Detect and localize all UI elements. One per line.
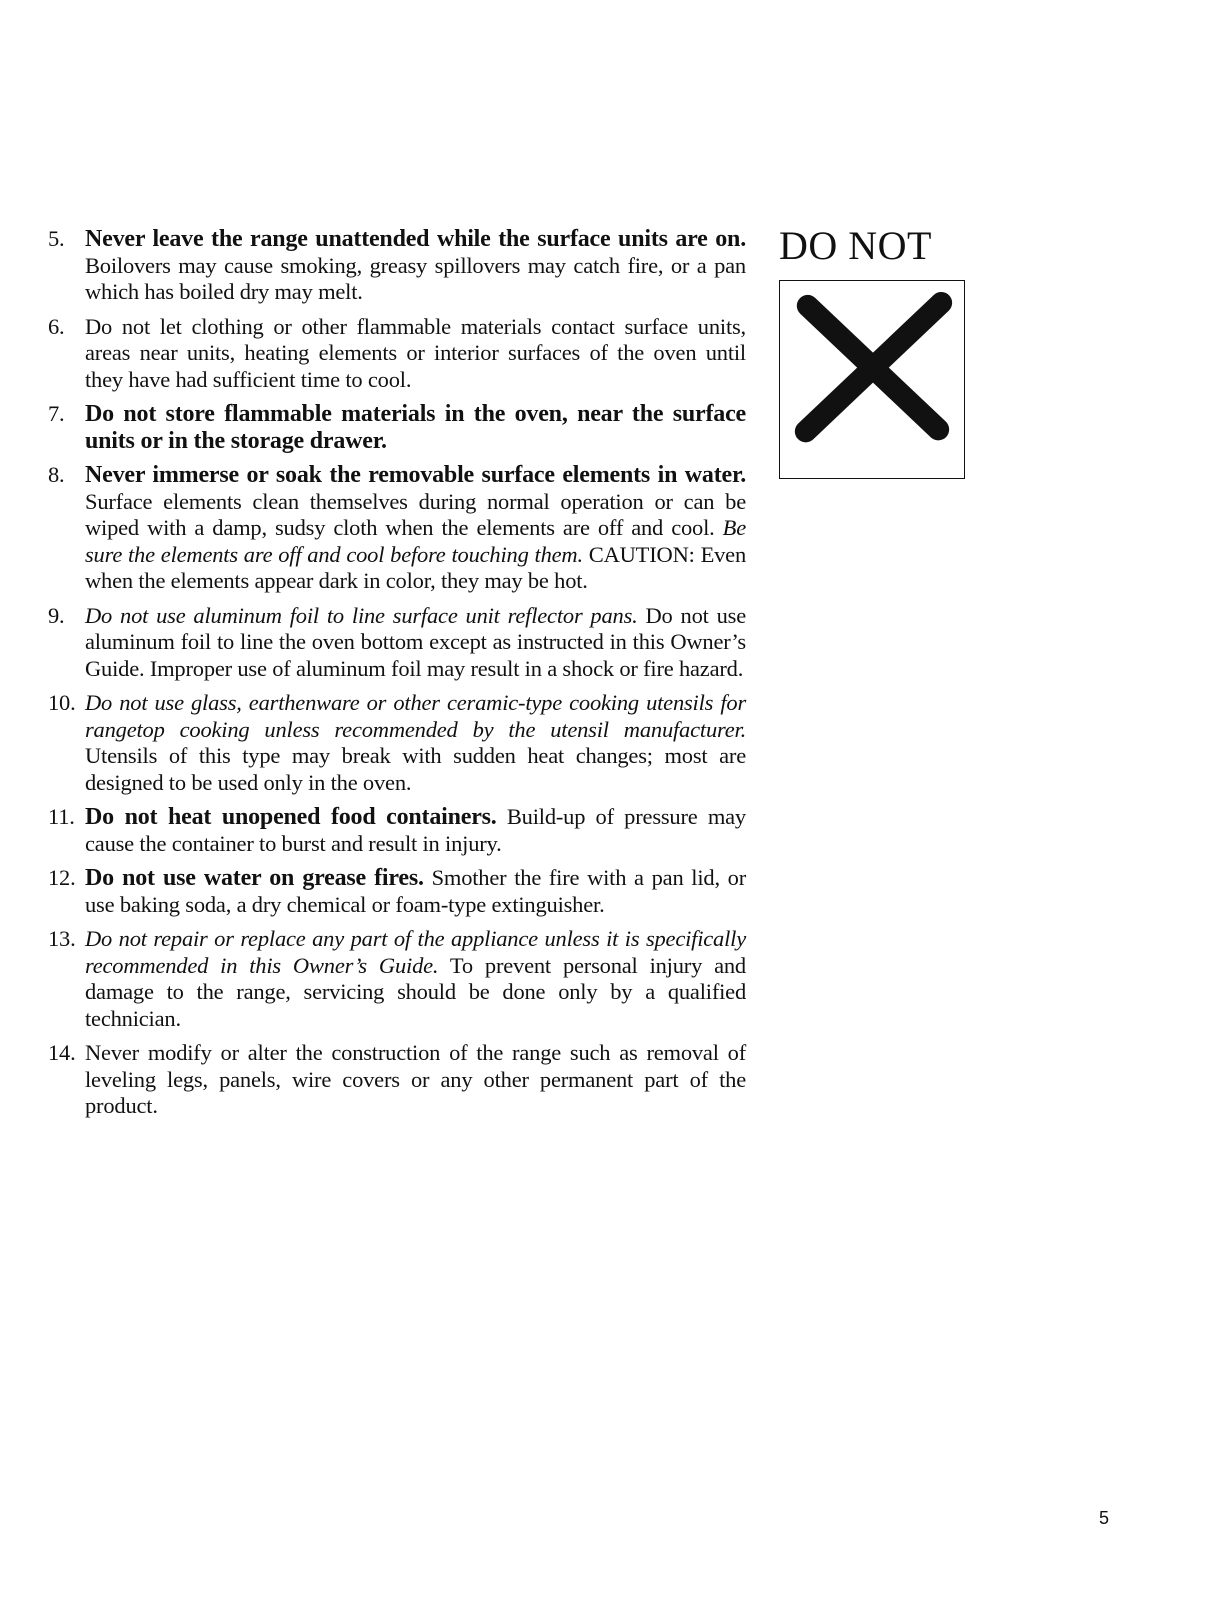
list-item [48, 804, 746, 857]
list-item [48, 603, 746, 683]
item-number: 13. [48, 926, 76, 951]
list-item [48, 314, 746, 394]
item-number: 10. [48, 690, 76, 715]
item-number: 8. [48, 462, 65, 487]
item-number: 11. [48, 804, 75, 829]
list-item [48, 865, 746, 918]
item-text: Never modify or alter the construction of the range such as removal of leveling legs, panels, wire covers or any other permanent part of the product. [85, 1040, 746, 1118]
item-text: Do not let clothing or other flammable materials contact surface units, areas near units, heating elements or interior surfaces of the oven until they have had sufficient time to cool. [85, 313, 746, 392]
item-number: 14. [48, 1040, 76, 1065]
item-number: 12. [48, 865, 76, 890]
list-item [48, 226, 746, 306]
item-emphasis: Be sure the elements are off and cool before touching them. [85, 515, 746, 567]
item-number: 9. [48, 602, 65, 628]
safety-list [48, 226, 746, 1128]
item-emphasis: Do not use aluminum foil to line surface unit reflector pans. [85, 602, 638, 628]
page-number: 5 [1099, 1508, 1110, 1528]
list-item [48, 1040, 746, 1120]
do-not-heading: DO NOT [779, 223, 932, 268]
list-item [48, 401, 746, 454]
item-lead: Do not use water on grease fires. [85, 865, 424, 891]
item-text: Utensils of this type may break with sudden heat changes; most are designed to be used only in the oven. [85, 743, 746, 795]
prohibited-x-icon [779, 280, 965, 479]
x-mark-graphic [780, 281, 964, 478]
item-text: Smother the fire with a pan lid, or use baking soda, a dry chemical or foam-type extinguisher. [85, 865, 746, 917]
item-text-continued: CAUTION: Even when the elements appear dark in color, they may be hot. [85, 541, 746, 593]
item-text: Surface elements clean themselves during normal operation or can be wiped with a damp, sudsy cloth when the elements are off and cool. [85, 488, 746, 540]
item-lead: Never immerse or soak the removable surface elements in water. [85, 462, 746, 488]
item-text: Build-up of pressure may cause the container to burst and result in injury. [85, 804, 746, 856]
item-text: Do not use aluminum foil to line the oven bottom except as instructed in this Owner’s Guide. Improper use of aluminum foil may result in a shock or fire hazard. [85, 602, 746, 681]
item-number: 5. [48, 226, 65, 251]
item-number: 6. [48, 313, 65, 339]
item-number: 7. [48, 401, 65, 426]
item-emphasis: Do not use glass, earthenware or other ceramic-type cooking utensils for rangetop cooking unless recommended by the utensil manufacturer. [85, 690, 746, 742]
item-lead: Do not store flammable materials in the oven, near the surface units or in the storage drawer. [85, 401, 746, 454]
item-lead: Never leave the range unattended while the surface units are on. [85, 226, 746, 252]
item-lead: Do not heat unopened food containers. [85, 804, 497, 830]
list-item [48, 926, 746, 1032]
item-emphasis: Do not repair or replace any part of the appliance unless it is specifically recommended in this Owner’s Guide. [85, 926, 746, 978]
list-item [48, 462, 746, 595]
item-text: To prevent personal injury and damage to the range, servicing should be done only by a qualified technician. [85, 952, 746, 1031]
list-item [48, 690, 746, 796]
item-text: Boilovers may cause smoking, greasy spillovers may catch fire, or a pan which has boiled dry may melt. [85, 252, 746, 304]
